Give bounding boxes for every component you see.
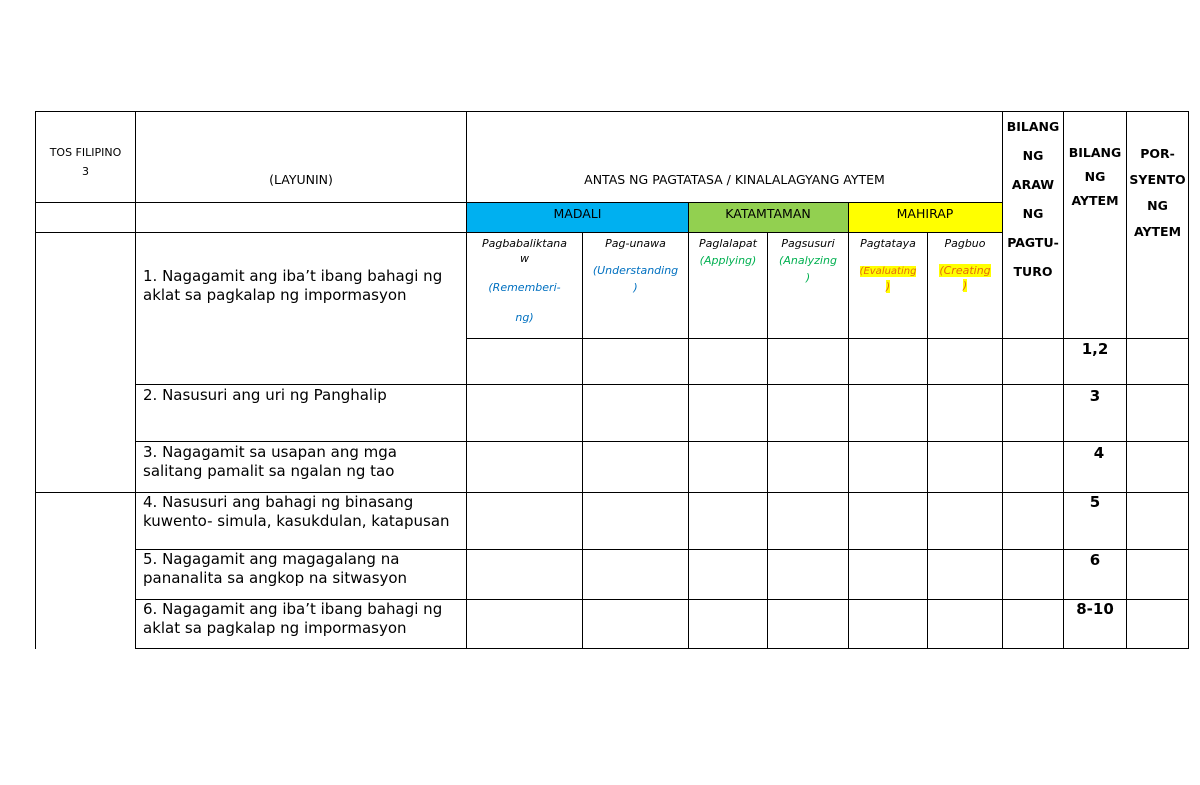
tos-title: TOS FILIPINO 3 — [49, 146, 122, 178]
madali-label: MADALI — [553, 206, 602, 221]
layunin-header: (LAYUNIN) — [269, 172, 333, 187]
aytem-4: 5 — [1089, 493, 1101, 511]
aytem-2: 3 — [1089, 387, 1101, 405]
pagbuo-header: Pagbuo (Creating ) — [939, 237, 991, 292]
pagsusuri-header: Pagsusuri (Analyzing ) — [779, 237, 837, 284]
aytem-5: 6 — [1089, 551, 1101, 569]
bilang-araw-header: BILANG NG ARAW NG PAGTU- TURO — [1006, 119, 1060, 279]
katamtaman-label: KATAMTAMAN — [725, 206, 811, 221]
mahirap-label: MAHIRAP — [896, 206, 954, 221]
objective-3: 3. Nagagamit sa usapan ang mga salitang pamalit sa ngalan ng tao — [143, 443, 397, 480]
pagtataya-header: Pagtataya (Evaluating ) — [859, 237, 917, 293]
aytem-3: 4 — [1093, 444, 1105, 462]
porsyento-header: POR- SYENTO NG AYTEM — [1129, 146, 1186, 239]
objective-6: 6. Nagagamit ang iba’t ibang bahagi ng aklat sa pagkalap ng impormasyon — [143, 600, 443, 637]
paglalapat-header: Paglalapat (Applying) — [699, 237, 757, 267]
pag-unawa-header: Pag-unawa (Understanding ) — [592, 237, 679, 294]
objective-1: 1. Nagagamit ang iba’t ibang bahagi ng aklat sa pagkalap ng impormasyon — [143, 267, 443, 304]
antas-header: ANTAS NG PAGTATASA / KINALALAGYANG AYTEM — [584, 172, 885, 187]
objective-5: 5. Nagagamit ang magagalang na pananalita sa angkop na sitwasyon — [143, 550, 408, 587]
objective-4: 4. Nasusuri ang bahagi ng binasang kuwento- simula, kasukdulan, katapusan — [143, 493, 450, 530]
pagbabaliktanaw-header: Pagbabaliktana w (Rememberi- ng) — [481, 237, 568, 324]
objective-2: 2. Nasusuri ang uri ng Panghalip — [143, 386, 387, 404]
bilang-aytem-header: BILANG NG AYTEM — [1068, 145, 1122, 208]
aytem-6: 8-10 — [1076, 600, 1114, 618]
aytem-1: 1,2 — [1081, 340, 1109, 358]
